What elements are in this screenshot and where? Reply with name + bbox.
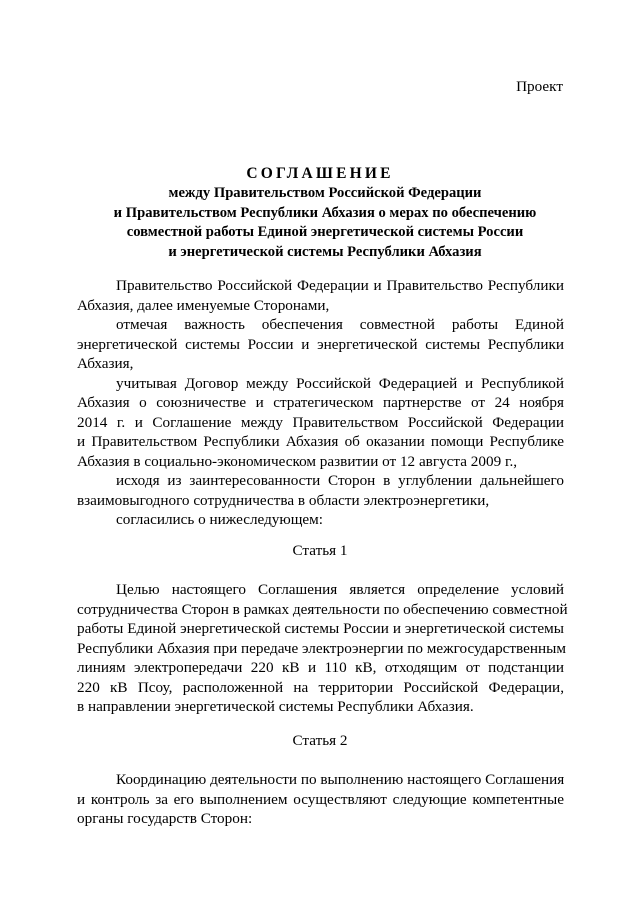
text-line: исходя из заинтересованности Сторон в углублении дальнейшего [116, 472, 564, 489]
preamble [77, 276, 564, 530]
text-line: работы Единой энергетической системы России и энергетической системы [77, 620, 564, 637]
text-line: согласились о нижеследующем: [116, 511, 324, 528]
text-line: учитывая Договор между Российской Федерацией и Республикой [116, 374, 564, 392]
text-line: органы государств Сторон: [77, 810, 253, 827]
article-1-heading: Статья 1 [292, 542, 348, 559]
text-line: Правительство Российской Федерации и Правительство Республики [116, 277, 564, 294]
subtitle-line: и энергетической системы Республики Абхазия [168, 243, 482, 260]
text-line: энергетической системы России и энергетической системы Республики [77, 335, 564, 353]
document-title: СОГЛАШЕНИЕ [246, 165, 394, 182]
text-line: Республики Абхазия при передаче электроэнергии по межгосударственным [77, 639, 566, 657]
text-line: 220 кВ Псоу, расположенной на территории Российской Федерации, [77, 678, 564, 696]
text-line: и контроль за его выполнением осуществляют следующие компетентные [77, 790, 564, 808]
article-2-body [77, 770, 564, 829]
subtitle-line: и Правительством Республики Абхазия о мерах по обеспечению [113, 204, 537, 221]
article-2-heading: Статья 2 [292, 732, 348, 749]
draft-label: Проект [516, 78, 563, 95]
text-line: Целью настоящего Соглашения является определение условий [116, 581, 564, 598]
text-line: Координацию деятельности по выполнению настоящего Соглашения [116, 771, 565, 788]
article-1-body [77, 580, 568, 717]
text-line: Абхазия в социально-экономическом развитии от 12 августа 2009 г., [77, 452, 518, 470]
subtitle-line: между Правительством Российской Федерации [168, 185, 482, 201]
text-line: Абхазия, далее именуемые Сторонами, [77, 296, 330, 314]
subtitle-line: совместной работы Единой энергетической системы России [126, 224, 524, 240]
text-line: Абхазия о союзничестве и стратегическом партнерстве от 24 ноября [77, 394, 564, 411]
text-line: взаимовыгодного сотрудничества в области электроэнергетики, [77, 491, 490, 509]
text-line: Абхазия, [77, 355, 134, 372]
text-line: отмечая важность обеспечения совместной работы Единой [116, 316, 564, 333]
text-line: сотрудничества Сторон в рамках деятельности по обеспечению совместной [77, 600, 568, 618]
document-subtitle [60, 184, 590, 262]
text-line: 2014 г. и Соглашение между Правительством Российской Федерации [77, 413, 564, 431]
text-line: в направлении энергетической системы Республики Абхазия. [77, 698, 474, 715]
text-line: и Правительством Республики Абхазия об оказании помощи Республике [77, 433, 564, 450]
text-line: линиям электропередачи 220 кВ и 110 кВ, отходящим от подстанции [77, 659, 564, 676]
